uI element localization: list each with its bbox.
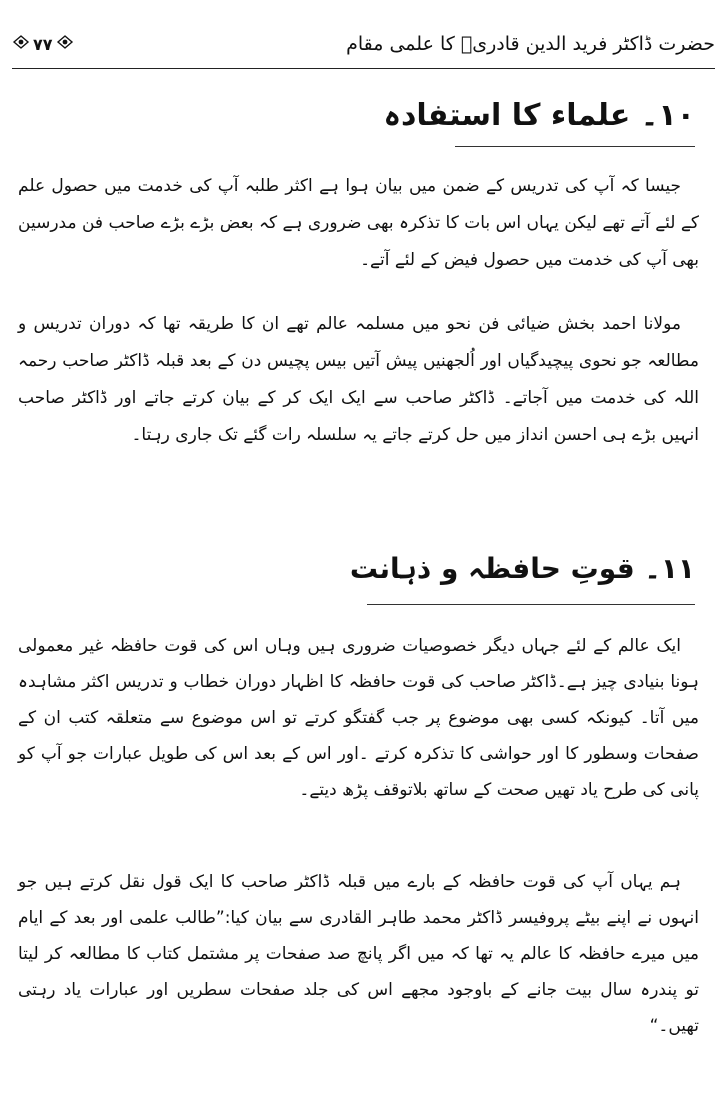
paragraph — [18, 864, 699, 1044]
heading-underline — [455, 146, 695, 147]
ornament-right-icon — [56, 33, 74, 55]
paragraph — [18, 168, 699, 279]
heading-underline — [367, 604, 695, 605]
section-heading-10: ۱۰۔ علماء کا استفادہ — [383, 98, 695, 133]
paragraph-text: ایک عالم کے لئے جہاں دیگر خصوصیات ضروری ہیں وہاں اس کی قوت حافظہ غیر معمولی ہونا بنیادی چیز ہے۔ڈاکٹر صاحب کی قوت حافظہ کا اظہار دوران خطاب و تدریس اکثر مشاہدہ میں آتا۔ کیونکہ کسی بھی موضوع پر جب گفتگو کرتے تو اس موضوع سے متعلقہ کتب ان کے صفحات وسطور کا اور حواشی کا تذکرہ کرتے ۔اور اس کے بعد اس کی طویل عبارات جو آپ کو پانی کی طرح یاد تھیں صحت کے ساتھ بلاتوقف پڑھ دیتے۔ — [18, 636, 699, 800]
running-header — [12, 22, 715, 66]
paragraph-text: ہم یہاں آپ کی قوت حافظہ کے بارے میں قبلہ ڈاکٹر صاحب کا ایک قول نقل کرتے ہیں جو انہوں نے اپنے بیٹے پروفیسر ڈاکٹر محمد طاہر القادری سے بیان کیا:”طالب علمی اور بعد کے ایام میں میرے حافظہ کا عالم یہ تھا کہ میں اگر پانچ صد صفحات پر مشتمل کتاب کا مطالعہ کر لیتا تو پندرہ سال بیت جانے کے باوجود مجھے اس کی جلد صفحات سطریں اور عبارات یاد رہتی تھیں۔“ — [18, 872, 699, 1036]
paragraph-text: مولانا احمد بخش ضیائی فن نحو میں مسلمہ عالم تھے ان کا طریقہ تھا کہ دوران تدریس و مطالعہ جو نحوی پیچیدگیاں اور اُلجھنیں پیش آتیں بیس پچیس دن کے بعد قبلہ ڈاکٹر صاحب رحمہ اللہ کی خدمت میں آجاتے۔ ڈاکٹر صاحب سے ایک ایک کر کے بیان کرتے جاتے اور ڈاکٹر صاحب انہیں بڑے ہی احسن انداز میں حل کرتے جاتے یہ سلسلہ رات گئے تک جاری رہتا۔ — [18, 314, 699, 445]
ornament-left-icon — [12, 33, 30, 55]
paragraph — [18, 306, 699, 454]
page-number: ۷۷ — [33, 34, 53, 54]
header-rule — [12, 68, 715, 69]
paragraph — [18, 628, 699, 808]
section-heading-11: ۱۱۔ قوتِ حافظہ و ذہانت — [349, 552, 695, 585]
page-number-ornament — [12, 33, 74, 55]
running-header-title: حضرت ڈاکٹر فرید الدین قادریؒ کا علمی مقام — [346, 33, 715, 55]
paragraph-text: جیسا کہ آپ کی تدریس کے ضمن میں بیان ہوا ہے اکثر طلبہ آپ کی خدمت میں حصول علم کے لئے آتے تھے لیکن یہاں اس بات کا تذکرہ بھی ضروری ہے کہ بعض بڑے بڑے صاحب فن مدرسین بھی آپ کی خدمت میں حصول فیض کے لئے آتے۔ — [18, 176, 699, 270]
